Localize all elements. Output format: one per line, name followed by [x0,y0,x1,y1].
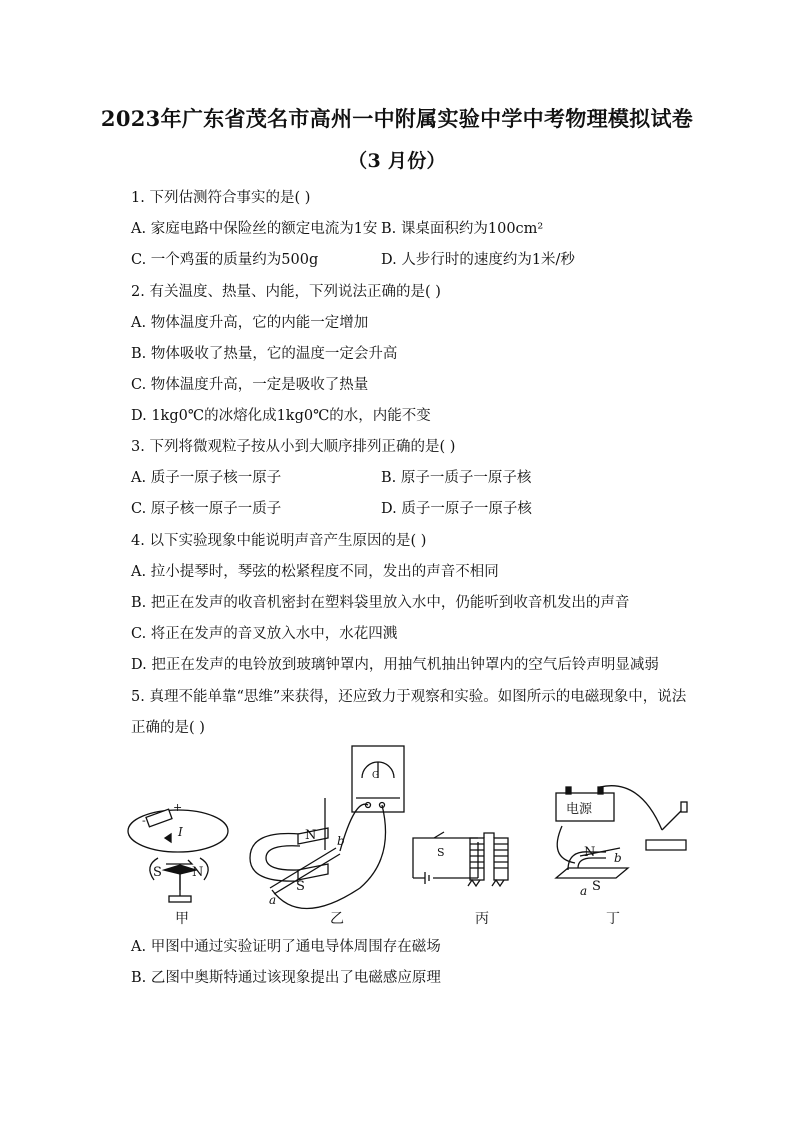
exam-title-line2: （3 月份） [348,150,446,172]
q4-option-b: B. 把正在发声的收音机密封在塑料袋里放入水中，仍能听到收音机发出的声音 [131,595,630,611]
jia-n-label: N [192,865,204,880]
current-label: I [178,825,183,839]
galvanometer-label: G [372,771,380,781]
q2-option-a: A. 物体温度升高，它的内能一定增加 [131,315,369,331]
ding-b-label: b [614,851,622,865]
q3-option-c: C. 原子核一原子一质子 [131,501,282,517]
figure-label-ding: 丁 [606,911,620,927]
power-supply-label: 电源 [566,802,593,817]
ding-s-label: S [592,879,601,894]
bing-switch-label: S [437,846,445,859]
ding-a-label: a [580,884,588,898]
ding-n-label: N [584,845,596,860]
q5-option-b: B. 乙图中奥斯特通过该现象提出了电磁感应原理 [131,970,441,986]
figure-label-yi: 乙 [330,911,344,927]
figure-label-bing: 丙 [475,911,489,927]
q1-stem: 1. 下列估测符合事实的是( ) [131,190,311,206]
q4-option-a: A. 拉小提琴时，琴弦的松紧程度不同，发出的声音不相同 [131,564,499,580]
q3-stem: 3. 下列将微观粒子按从小到大顺序排列正确的是( ) [131,439,456,455]
q4-stem: 4. 以下实验现象中能说明声音产生原因的是( ) [131,533,427,549]
figure-bing [413,832,508,886]
q4-option-c: C. 将正在发声的音叉放入水中，水花四溅 [131,626,398,642]
q3-option-a: A. 质子一原子核一原子 [131,470,282,486]
q3-option-b: B. 原子一质子一原子核 [381,470,532,486]
yi-n-label: N [305,828,317,843]
figure-ding [556,786,687,898]
q2-stem: 2. 有关温度、热量、内能，下列说法正确的是( ) [131,284,441,300]
exam-title-line1: 2023年广东省茂名市高州一中附属实验中学中考物理模拟试卷 [100,106,694,131]
figure-yi [250,746,404,909]
yi-a-label: a [269,893,277,907]
electromagnetism-figure [0,738,794,938]
q5-stem-line1: 5. 真理不能单靠“思维”来获得，还应致力于观察和实验。如图所示的电磁现象中，说法 [131,689,687,705]
q1-option-a: A. 家庭电路中保险丝的额定电流为1安 [131,221,378,237]
battery-plus-label: + [173,801,183,814]
q1-option-b: B. 课桌面积约为100cm² [381,221,544,237]
yi-s-label: S [296,879,305,894]
q5-option-a: A. 甲图中通过实验证明了通电导体周围存在磁场 [131,939,441,955]
figure-label-jia: 甲 [175,911,189,927]
q1-option-c: C. 一个鸡蛋的质量约为500g [131,252,319,268]
q1-option-d: D. 人步行时的速度约为1米/秒 [381,252,575,268]
yi-b-label: b [337,834,345,848]
jia-s-label: S [153,865,162,880]
q3-option-d: D. 质子一原子一原子核 [381,501,532,517]
q2-option-b: B. 物体吸收了热量，它的温度一定会升高 [131,346,398,362]
q5-stem-line2: 正确的是( ) [131,720,205,736]
q2-option-d: D. 1kg0℃的冰熔化成1kg0℃的水，内能不变 [131,408,431,424]
battery-minus-label: - [142,814,146,827]
q4-option-d: D. 把正在发声的电铃放到玻璃钟罩内，用抽气机抽出钟罩内的空气后铃声明显减弱 [131,657,659,673]
q2-option-c: C. 物体温度升高，一定是吸收了热量 [131,377,369,393]
figure-jia [128,801,228,902]
